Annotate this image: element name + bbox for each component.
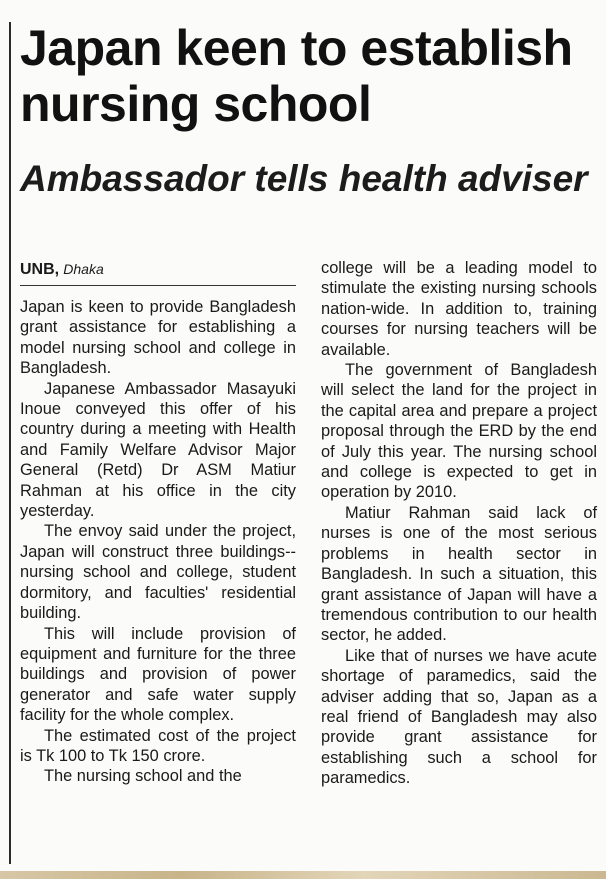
paragraph: college will be a leading model to stimulate the existing nursing schools nation-wide. In addition to, training courses for nursing teachers will be available. (321, 259, 597, 359)
paragraph: The estimated cost of the project is Tk 100 to Tk 150 crore. (20, 726, 296, 765)
paragraph: The nursing school and the (44, 767, 242, 786)
subheadline: Ambassador tells health adviser (20, 158, 588, 199)
article-column-left (20, 297, 296, 787)
page-edge-strip (0, 871, 606, 879)
byline-location: Dhaka (63, 261, 104, 277)
column-rule-left (9, 22, 11, 864)
headline: Japan keen to establish nursing school (20, 20, 573, 132)
paragraph: Like that of nurses we have acute shortage of paramedics, said the adviser adding that so, Japan as a real friend of Bangladesh may also provide grant assistance for establishing such a school for paramedics. (321, 646, 597, 788)
paragraph: The government of Bangladesh will select the land for the project in the capital area and prepare a project proposal through the ERD by the end of July this year. The nursing school and college is expected to get in operation by 2010. (321, 361, 597, 502)
paragraph: The envoy said under the project, Japan will construct three buildings--nursing school and college, student dormitory, and faculties' residential building. (20, 522, 296, 623)
paragraph: Japanese Ambassador Masayuki Inoue conveyed this offer of his country during a meeting with Health and Family Welfare Advisor Major General (Retd) Dr ASM Matiur Rahman at his office in the city yesterday. (20, 379, 296, 521)
paragraph: Japan is keen to provide Bangladesh grant assistance for establishing a model nursing school and college in Bangladesh. (20, 298, 296, 378)
paragraph: This will include provision of equipment and furniture for the three buildings and provision of power generator and safe water supply facility for the whole complex. (20, 624, 296, 725)
byline-agency: UNB, (20, 261, 60, 278)
article-column-right (321, 258, 597, 789)
byline-divider (20, 285, 296, 286)
paragraph: Matiur Rahman said lack of nurses is one of the most serious problems in health sector in Bangladesh. In such a situation, this grant assistance of Japan will have a tremendous contribution to our health sector, he added. (321, 503, 597, 645)
byline (20, 260, 104, 279)
